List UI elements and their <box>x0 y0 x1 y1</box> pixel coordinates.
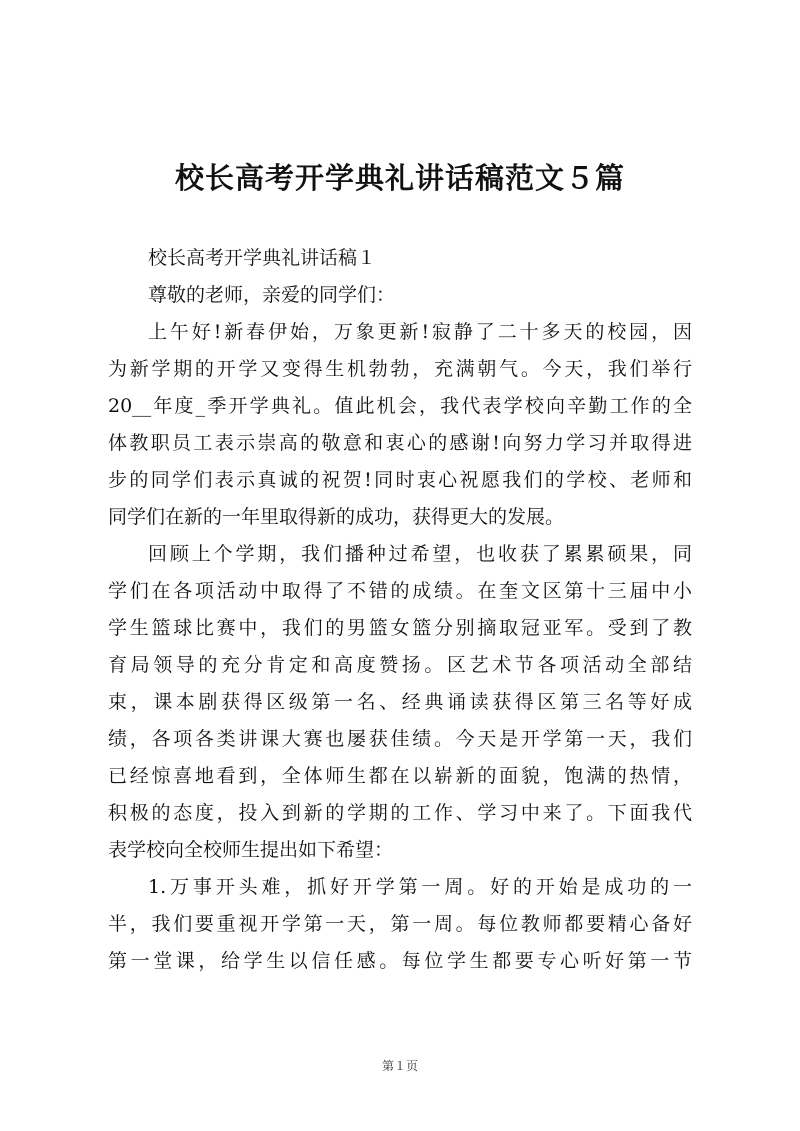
text-line: 已经惊喜地看到，全体师生都在以崭新的面貌，饱满的热情， <box>108 765 692 787</box>
text-line: 20__年度_季开学典礼。值此机会，我代表学校向辛勤工作的全 <box>108 395 692 417</box>
document-title: 校长高考开学典礼讲话稿范文５篇 <box>174 161 625 195</box>
page-number: 第１页 <box>381 1059 418 1073</box>
text-line: 表学校向全校师生提出如下希望： <box>108 839 394 861</box>
text-line: 束，课本剧获得区级第一名、经典诵读获得区第三名等好成 <box>108 691 692 713</box>
text-line: 学们在各项活动中取得了不错的成绩。在奎文区第十三届中小 <box>108 580 692 602</box>
text-line: 第一堂课，给学生以信任感。每位学生都要专心听好第一节 <box>108 950 692 972</box>
text-line: 上午好!新春伊始，万象更新!寂静了二十多天的校园，因 <box>148 321 692 343</box>
text-line: 1.万事开头难，抓好开学第一周。好的开始是成功的一 <box>148 876 692 898</box>
text-line: 学生篮球比赛中，我们的男篮女篮分别摘取冠亚军。受到了教 <box>108 617 692 639</box>
text-line: 为新学期的开学又变得生机勃勃，充满朝气。今天，我们举行 <box>108 358 692 380</box>
text-line: 同学们在新的一年里取得新的成功，获得更大的发展。 <box>108 506 565 528</box>
text-line: 育局领导的充分肯定和高度赞扬。区艺术节各项活动全部结 <box>108 654 692 676</box>
text-line: 体教职员工表示崇高的敬意和衷心的感谢!向努力学习并取得进 <box>108 432 692 454</box>
salutation: 尊敬的老师，亲爱的同学们： <box>148 284 396 306</box>
text-line: 积极的态度，投入到新的学期的工作、学习中来了。下面我代 <box>108 802 692 824</box>
section-heading: 校长高考开学典礼讲话稿１ <box>148 247 377 269</box>
text-line: 半，我们要重视开学第一天，第一周。每位教师都要精心备好 <box>108 913 692 935</box>
text-line: 绩，各项各类讲课大赛也屡获佳绩。今天是开学第一天，我们 <box>108 728 692 750</box>
text-line: 步的同学们表示真诚的祝贺!同时衷心祝愿我们的学校、老师和 <box>108 469 692 491</box>
text-line: 回顾上个学期，我们播种过希望，也收获了累累硕果，同 <box>148 543 692 565</box>
document-body <box>108 240 692 980</box>
